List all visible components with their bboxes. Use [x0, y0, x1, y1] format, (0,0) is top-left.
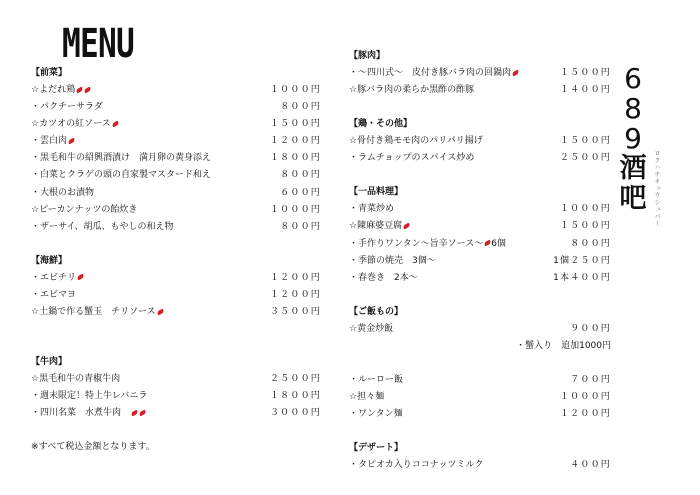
menu-item — [31, 167, 321, 184]
section-gap — [31, 321, 321, 354]
menu-item-name — [349, 201, 394, 218]
menu-item-price: １０００円 — [559, 204, 611, 215]
menu-item — [349, 150, 611, 167]
menu-item-label: ・黒毛和牛の紹興酒漬け 満月卵の黄身添え — [31, 153, 212, 164]
menu-item-name — [31, 116, 119, 133]
logo-kanji: 吧 — [619, 183, 647, 214]
menu-item — [31, 287, 321, 304]
chili-icon — [76, 86, 84, 93]
menu-item-option — [349, 338, 611, 355]
menu-item-price: １０００円 — [559, 392, 611, 403]
chili-icon — [130, 409, 138, 416]
logo-kanji: 酒 — [619, 153, 647, 184]
menu-item-label: ・春巻き 2本～ — [349, 272, 418, 283]
chili-icon — [76, 274, 84, 281]
section-heading: 【海鮮】 — [31, 255, 68, 266]
menu-section — [31, 253, 321, 321]
menu-item-name — [349, 406, 403, 423]
menu-item — [349, 321, 611, 338]
menu-item — [349, 133, 611, 150]
menu-item-label: ☆骨付き鶏モモ肉のパリパリ揚げ — [349, 136, 483, 147]
menu-item-label: ・季節の焼売 3個～ — [349, 255, 436, 266]
menu-item-name — [31, 287, 76, 304]
menu-item — [349, 236, 611, 253]
menu-item-name — [349, 218, 410, 235]
menu-item-price: １０００円 — [269, 85, 321, 95]
menu-item-label: ☆黄金炒飯 — [349, 323, 394, 334]
menu-item-name — [349, 372, 403, 389]
menu-item-label: ☆土鍋で作る蟹玉 チリソース — [31, 307, 156, 318]
section-gap — [349, 355, 611, 372]
menu-item-price: ９００円 — [570, 323, 611, 334]
menu-item-label: ・雲白肉 — [31, 136, 68, 147]
menu-item-price: １５００円 — [559, 68, 611, 78]
menu-item-name — [31, 167, 211, 184]
menu-section — [31, 354, 321, 422]
section-gap — [349, 287, 611, 304]
menu-item-price: １２００円 — [269, 289, 321, 300]
menu-item-label: ・エビチリ — [31, 272, 77, 283]
menu-item — [31, 388, 321, 405]
menu-item-price: ６００円 — [280, 187, 321, 198]
menu-item — [31, 150, 321, 167]
menu-item-label: ・四川名菜 水煮牛肉 — [31, 408, 131, 419]
section-gap — [31, 236, 321, 253]
section-gap — [349, 423, 611, 440]
menu-item-price: １８００円 — [269, 391, 321, 402]
menu-item — [349, 406, 611, 423]
menu-section — [349, 440, 611, 474]
menu-item — [31, 270, 321, 287]
menu-item-label: ☆よだれ鶏 — [31, 85, 76, 95]
menu-item — [349, 270, 611, 287]
menu-item-label: ・ラムチョップのスパイス炒め — [349, 153, 475, 164]
chili-icon — [511, 69, 519, 76]
menu-item-price: ８００円 — [280, 221, 321, 232]
menu-item-name — [349, 389, 384, 406]
menu-item-label: ・白菜とクラゲの頭の自家製マスタード和え — [31, 170, 212, 181]
section-heading: 【鶏・その他】 — [349, 119, 413, 130]
menu-section — [349, 48, 611, 99]
menu-item-price: １４００円 — [559, 85, 611, 96]
menu-item — [349, 389, 611, 406]
page-title: MENU — [62, 21, 135, 67]
section-heading: 【一品料理】 — [349, 187, 404, 198]
menu-item-name — [349, 457, 483, 474]
menu-item-label: ・手作りワンタン～旨辛ソース～ — [349, 238, 484, 249]
section-heading: 【前菜】 — [31, 68, 68, 78]
menu-item-price: ４００円 — [570, 460, 611, 471]
shop-name-reading: ロクハチキュウシュバー — [653, 150, 660, 227]
menu-section — [349, 116, 611, 167]
menu-item-price: １２００円 — [559, 409, 611, 420]
menu-item-name — [31, 219, 174, 236]
menu-item-price: 1個２５０円 — [553, 255, 611, 266]
section-gap — [349, 167, 611, 184]
chili-icon — [138, 409, 146, 416]
menu-item-name — [31, 304, 164, 321]
shop-logo — [618, 64, 648, 214]
menu-item-name — [31, 150, 211, 167]
tax-note: ※すべて税込金額となります。 — [31, 442, 155, 453]
menu-item-name — [349, 82, 474, 99]
menu-item-price: １５００円 — [559, 136, 611, 147]
logo-digit: 8 — [624, 92, 642, 125]
menu-item-label: ☆豚バラ肉の柔らか黒酢の酢豚 — [349, 85, 475, 96]
menu-item-label: ・週末限定！特上牛レバニラ — [31, 391, 148, 402]
menu-item — [31, 202, 321, 219]
section-heading: 【豚肉】 — [349, 51, 386, 61]
menu-item-name — [349, 65, 519, 82]
section-heading: 【ご飯もの】 — [349, 306, 404, 317]
menu-item-name — [31, 82, 91, 99]
logo-digit: 9 — [624, 122, 642, 155]
menu-item — [31, 219, 321, 236]
menu-item-name — [349, 150, 474, 167]
menu-item-name — [31, 185, 94, 202]
chili-icon — [67, 137, 75, 144]
menu-item — [349, 201, 611, 218]
menu-item — [349, 65, 611, 82]
chili-icon — [156, 308, 164, 315]
menu-item-price: 1本４００円 — [553, 272, 611, 283]
menu-item — [349, 218, 611, 235]
left-column — [31, 65, 321, 456]
menu-item-name — [31, 202, 137, 219]
chili-icon — [84, 86, 92, 93]
menu-item-label: ・パクチーサラダ — [31, 102, 103, 113]
menu-item-name — [349, 236, 506, 253]
chili-icon — [403, 223, 411, 230]
menu-item-price: １５００円 — [559, 221, 611, 232]
menu-item-name — [349, 270, 418, 287]
menu-item-name — [31, 270, 84, 287]
menu-item-price: ８００円 — [280, 102, 321, 113]
menu-item-name — [31, 371, 120, 388]
menu-item-name — [31, 133, 75, 150]
menu-item-price: ８００円 — [570, 238, 611, 249]
section-gap — [31, 422, 321, 439]
menu-item-label: ・ワンタン麺 — [349, 409, 403, 420]
menu-item — [31, 116, 321, 133]
menu-item-label: ☆黒毛和牛の青椒牛肉 — [31, 374, 121, 385]
menu-item-name — [31, 99, 103, 116]
menu-item-label: ☆カツオの紅ソース — [31, 119, 111, 130]
menu-item — [31, 99, 321, 116]
menu-item — [31, 133, 321, 150]
menu-item-price: ３０００円 — [269, 408, 321, 419]
right-column — [349, 48, 611, 474]
menu-item-label: ☆ピーカンナッツの飴炊き — [31, 204, 138, 215]
section-heading: 【デザート】 — [349, 443, 404, 454]
menu-item — [31, 185, 321, 202]
option-note: ・蟹入り 追加1000円 — [516, 340, 611, 351]
menu-item — [349, 372, 611, 389]
menu-section — [349, 184, 611, 286]
menu-item-label: ・ルーロー飯 — [349, 374, 404, 385]
menu-item — [31, 82, 321, 99]
menu-item-label: ・～四川式～ 皮付き豚バラ肉の回鍋肉 — [349, 68, 512, 78]
menu-item-label: ・大根のお漬物 — [31, 187, 95, 198]
menu-item-label: ・ザーサイ、胡瓜、もやしの和え物 — [31, 221, 174, 232]
menu-item-price: ７００円 — [570, 374, 611, 385]
menu-item-name — [31, 405, 146, 422]
menu-item-price: ３５００円 — [269, 307, 321, 318]
menu-section — [31, 65, 321, 236]
menu-item-price: １５００円 — [269, 119, 321, 130]
menu-item-name — [349, 321, 393, 338]
menu-section — [349, 304, 611, 423]
menu-item-price: ２５００円 — [559, 153, 611, 164]
menu-item-name — [31, 388, 147, 405]
logo-digit: 6 — [624, 62, 642, 95]
section-heading: 【牛肉】 — [31, 357, 68, 368]
menu-item-price: ８００円 — [280, 170, 321, 181]
menu-item-price: １８００円 — [269, 153, 321, 164]
menu-item — [349, 82, 611, 99]
menu-item-quantity: 6個 — [491, 238, 506, 249]
menu-item-label: ・タピオカ入りココナッツミルク — [349, 460, 484, 471]
menu-item — [31, 304, 321, 321]
menu-item — [349, 253, 611, 270]
menu-item-price: １０００円 — [269, 204, 321, 215]
menu-item-price: ２５００円 — [269, 374, 321, 385]
menu-item-name — [349, 133, 483, 150]
menu-item-label: ☆陳麻婆豆腐 — [349, 221, 403, 232]
menu-item-label: ☆担々麺 — [349, 392, 385, 403]
menu-item-price: １２００円 — [269, 136, 321, 147]
menu-item-name — [349, 253, 436, 270]
chili-icon — [111, 120, 119, 127]
menu-item — [349, 457, 611, 474]
section-gap — [349, 99, 611, 116]
menu-item-label: ・青菜炒め — [349, 204, 395, 215]
menu-item-label: ・エビマヨ — [31, 289, 77, 300]
menu-item-price: １２００円 — [269, 272, 321, 283]
menu-item — [31, 405, 321, 422]
menu-item — [31, 371, 321, 388]
